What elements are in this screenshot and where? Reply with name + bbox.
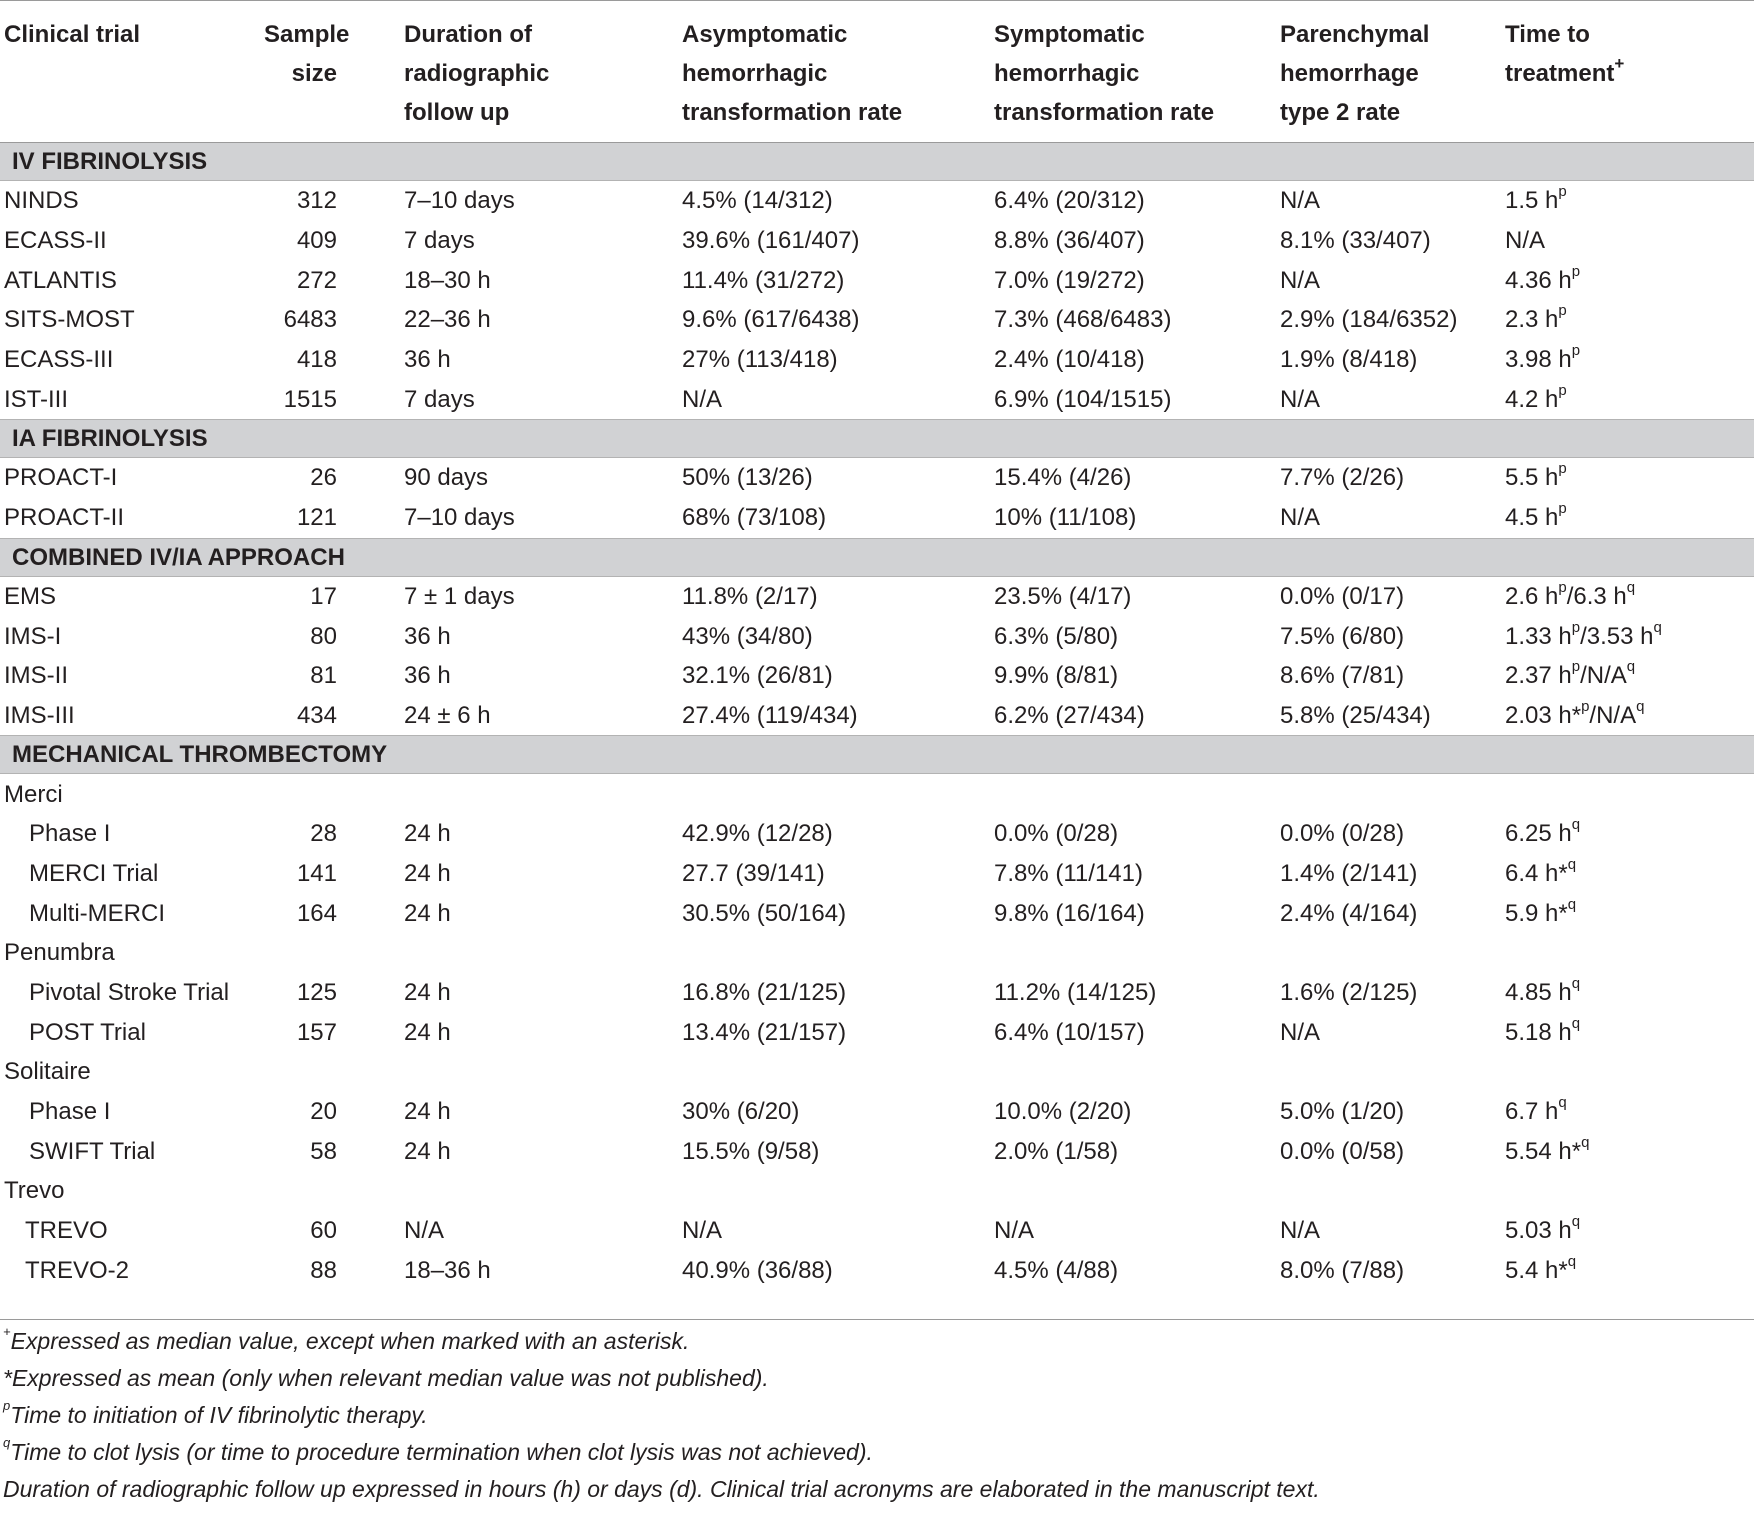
table-header xyxy=(0,1,1754,143)
time-value: 2.37 h xyxy=(1505,662,1572,690)
section-title: IV FIBRINOLYSIS xyxy=(0,143,1754,181)
trial-name: IST-III xyxy=(4,385,69,413)
section-header-row xyxy=(0,538,1754,576)
device-group-row xyxy=(0,933,1754,973)
time-value: 2.03 h* xyxy=(1505,701,1582,729)
trial-name: PROACT-I xyxy=(4,464,118,492)
symptomatic-rate: 2.0% (1/58) xyxy=(994,1137,1119,1165)
sample-size: 409 xyxy=(296,227,337,255)
ph2-rate: 2.9% (184/6352) xyxy=(1280,306,1458,334)
symptomatic-rate: 0.0% (0/28) xyxy=(994,820,1119,848)
time-footnote-mark: p xyxy=(1558,500,1567,518)
follow-up-duration: 7 days xyxy=(404,385,475,413)
asymptomatic-rate: 40.9% (36/88) xyxy=(598,1251,914,1320)
footnote xyxy=(3,1397,1743,1434)
time-footnote-mark: q xyxy=(1567,895,1577,913)
time-footnote-mark: q xyxy=(1626,658,1636,676)
symptomatic-rate: 2.4% (10/418) xyxy=(994,346,1145,374)
section-title: IA FIBRINOLYSIS xyxy=(0,420,1754,458)
follow-up-duration: 24 ± 6 h xyxy=(404,701,491,729)
follow-up-duration: 24 h xyxy=(404,979,451,1007)
time-footnote-mark: p xyxy=(1558,183,1567,201)
time-value: 4.36 h xyxy=(1505,266,1572,294)
asymptomatic-rate: 9.6% (617/6438) xyxy=(682,306,860,334)
follow-up-duration: 7–10 days xyxy=(404,187,515,215)
sample-size: 28 xyxy=(310,820,337,848)
time-to-treatment xyxy=(1497,458,1754,498)
sample-size: 157 xyxy=(296,1018,337,1046)
footnote-mark: + xyxy=(3,1324,11,1340)
ph2-rate: 5.0% (1/20) xyxy=(1280,1098,1405,1126)
trial-name: POST Trial xyxy=(29,1018,146,1046)
time-footnote-mark: p xyxy=(1581,697,1590,715)
follow-up-duration: 36 h xyxy=(404,662,451,690)
asymptomatic-rate: 30.5% (50/164) xyxy=(682,899,847,927)
trial-name: ECASS-II xyxy=(4,227,107,255)
sample-size: 141 xyxy=(296,859,337,887)
ph2-rate: N/A xyxy=(1280,385,1321,413)
section-header-row xyxy=(0,736,1754,774)
header-footnote-mark: + xyxy=(1614,54,1625,73)
column-header-line: radiographic xyxy=(404,60,550,87)
time-to-treatment xyxy=(1497,1131,1754,1171)
ph2-rate: N/A xyxy=(1280,187,1321,215)
table-row xyxy=(0,498,1754,538)
time-footnote-mark: q xyxy=(1567,1252,1577,1270)
section-header-row xyxy=(0,143,1754,181)
asymptomatic-rate: 27.7 (39/141) xyxy=(682,859,825,887)
footnote xyxy=(3,1323,1743,1360)
asymptomatic-rate: 11.8% (2/17) xyxy=(682,582,818,610)
sample-size: 272 xyxy=(296,266,337,294)
ph2-rate: 1.9% (8/418) xyxy=(1280,346,1418,374)
time-to-treatment xyxy=(1497,1211,1754,1251)
footnote xyxy=(3,1471,1743,1508)
symptomatic-rate: 6.4% (20/312) xyxy=(994,187,1145,215)
table-row xyxy=(0,696,1754,736)
ph2-rate: N/A xyxy=(1280,1018,1321,1046)
ph2-rate: 0.0% (0/17) xyxy=(1280,582,1405,610)
time-to-treatment xyxy=(1497,616,1754,656)
trial-name: TREVO-2 xyxy=(0,1251,264,1320)
table-row xyxy=(0,1211,1754,1251)
time-value: /6.3 h xyxy=(1566,582,1627,610)
footnote-text: Duration of radiographic follow up expressed in hours (h) or days (d). Clinical trial acronyms are elaborated in the manuscript text. xyxy=(3,1476,1320,1502)
column-header-line: Asymptomatic xyxy=(682,21,848,48)
ph2-rate: 0.0% (0/58) xyxy=(1280,1137,1405,1165)
ph2-rate: 1.4% (2/141) xyxy=(1280,859,1418,887)
follow-up-duration: 18–30 h xyxy=(404,266,491,294)
time-to-treatment xyxy=(1497,893,1754,933)
time-to-treatment xyxy=(1497,340,1754,380)
footnote-text: Time to clot lysis (or time to procedure termination when clot lysis was not achieved). xyxy=(10,1439,873,1465)
sample-size: 58 xyxy=(310,1137,337,1165)
footnote-mark: q xyxy=(3,1435,11,1451)
table-row xyxy=(0,1251,1754,1320)
footnote-text: Expressed as median value, except when marked with an asterisk. xyxy=(10,1328,690,1354)
sample-size: 418 xyxy=(296,346,337,374)
follow-up-duration: 18–36 h xyxy=(337,1251,598,1320)
table-row xyxy=(0,973,1754,1013)
ph2-rate: 7.7% (2/26) xyxy=(1280,464,1405,492)
trial-name: SITS-MOST xyxy=(4,306,135,334)
trial-name: ATLANTIS xyxy=(4,266,117,294)
ph2-rate: 1.6% (2/125) xyxy=(1280,979,1418,1007)
table-row xyxy=(0,1012,1754,1052)
trial-name: IMS-I xyxy=(4,622,62,650)
follow-up-duration: 7–10 days xyxy=(404,504,515,532)
column-header-line: Time to xyxy=(1505,21,1590,48)
sample-size: 88 xyxy=(264,1251,337,1320)
time-footnote-mark: q xyxy=(1571,1014,1581,1032)
symptomatic-rate: 8.8% (36/407) xyxy=(994,227,1145,255)
ph2-rate: 8.1% (33/407) xyxy=(1280,227,1431,255)
table-row xyxy=(0,616,1754,656)
column-header-line: size xyxy=(291,60,337,87)
follow-up-duration: 24 h xyxy=(404,899,451,927)
time-footnote-mark: p xyxy=(1571,262,1581,280)
asymptomatic-rate: 27.4% (119/434) xyxy=(682,701,858,729)
ph2-rate: 0.0% (0/28) xyxy=(1280,820,1405,848)
time-value: 5.5 h xyxy=(1505,464,1559,492)
time-footnote-mark: p xyxy=(1558,578,1567,596)
column-header-line: hemorrhagic xyxy=(682,60,828,87)
time-footnote-mark: p xyxy=(1558,381,1567,399)
column-header-line: follow up xyxy=(404,99,510,126)
time-value: 4.5 h xyxy=(1505,504,1559,532)
table-row xyxy=(0,379,1754,419)
column-header xyxy=(337,1,598,143)
trial-name: Multi-MERCI xyxy=(29,899,165,927)
sample-size: 164 xyxy=(296,899,337,927)
time-to-treatment xyxy=(1497,379,1754,419)
follow-up-duration: 24 h xyxy=(404,859,451,887)
trial-name: EMS xyxy=(4,582,57,610)
symptomatic-rate: 23.5% (4/17) xyxy=(994,582,1132,610)
column-header xyxy=(598,1,914,143)
asymptomatic-rate: 43% (34/80) xyxy=(682,622,813,650)
trial-name: IMS-III xyxy=(4,701,75,729)
trial-name: Phase I xyxy=(29,1098,111,1126)
follow-up-duration: 22–36 h xyxy=(404,306,491,334)
sample-size: 6483 xyxy=(283,306,337,334)
time-to-treatment xyxy=(1497,973,1754,1013)
time-value: /3.53 h xyxy=(1580,622,1654,650)
time-footnote-mark: q xyxy=(1571,816,1581,834)
time-footnote-mark: p xyxy=(1558,302,1567,320)
device-group-name: Solitaire xyxy=(4,1058,91,1086)
trial-name: TREVO xyxy=(25,1217,108,1245)
time-value: 6.25 h xyxy=(1505,820,1572,848)
symptomatic-rate: 11.2% (14/125) xyxy=(994,979,1157,1007)
column-header xyxy=(0,1,264,143)
follow-up-duration: 24 h xyxy=(404,1098,451,1126)
follow-up-duration: 36 h xyxy=(404,622,451,650)
trial-name: MERCI Trial xyxy=(29,859,159,887)
asymptomatic-rate: 4.5% (14/312) xyxy=(682,187,833,215)
time-footnote-mark: q xyxy=(1558,1094,1567,1112)
table-row xyxy=(0,656,1754,696)
table-body xyxy=(0,143,1754,1320)
time-footnote-mark: q xyxy=(1581,1133,1590,1151)
table-row xyxy=(0,854,1754,894)
asymptomatic-rate: 68% (73/108) xyxy=(682,504,827,532)
ph2-rate: 8.0% (7/88) xyxy=(1223,1251,1497,1320)
asymptomatic-rate: N/A xyxy=(682,1217,723,1245)
ph2-rate: N/A xyxy=(1280,1217,1321,1245)
sample-size: 81 xyxy=(310,662,337,690)
time-to-treatment xyxy=(1497,576,1754,616)
column-header-line: Duration of xyxy=(404,21,532,48)
table-row xyxy=(0,1131,1754,1171)
symptomatic-rate: N/A xyxy=(994,1217,1035,1245)
footnote xyxy=(3,1360,1743,1397)
symptomatic-rate: 9.8% (16/164) xyxy=(994,899,1145,927)
time-value: /N/A xyxy=(1589,701,1637,729)
column-header-line: Symptomatic xyxy=(994,21,1145,48)
follow-up-duration: 7 days xyxy=(404,227,475,255)
time-value: 2.6 h xyxy=(1505,582,1559,610)
time-footnote-mark: q xyxy=(1567,855,1577,873)
time-value: 4.2 h xyxy=(1505,385,1559,413)
symptomatic-rate: 7.3% (468/6483) xyxy=(994,306,1172,334)
time-to-treatment xyxy=(1497,1012,1754,1052)
time-value: N/A xyxy=(1505,227,1546,255)
asymptomatic-rate: 11.4% (31/272) xyxy=(682,266,845,294)
follow-up-duration: N/A xyxy=(404,1217,445,1245)
device-group-row xyxy=(0,1052,1754,1092)
table-row xyxy=(0,340,1754,380)
device-group-row xyxy=(0,1171,1754,1211)
table-row xyxy=(0,893,1754,933)
table-row xyxy=(0,1092,1754,1132)
time-footnote-mark: p xyxy=(1571,618,1581,636)
time-value: 4.85 h xyxy=(1505,979,1572,1007)
ph2-rate: 7.5% (6/80) xyxy=(1280,622,1405,650)
time-to-treatment xyxy=(1497,1251,1754,1320)
asymptomatic-rate: 42.9% (12/28) xyxy=(682,820,833,848)
symptomatic-rate: 7.8% (11/141) xyxy=(994,859,1143,887)
time-value: 5.9 h* xyxy=(1505,899,1568,927)
asymptomatic-rate: 13.4% (21/157) xyxy=(682,1018,847,1046)
asymptomatic-rate: 16.8% (21/125) xyxy=(682,979,847,1007)
table-row xyxy=(0,260,1754,300)
sample-size: 312 xyxy=(296,187,337,215)
column-header-line: hemorrhage xyxy=(1280,60,1419,87)
column-header-line: hemorrhagic xyxy=(994,60,1140,87)
time-footnote-mark: q xyxy=(1626,578,1636,596)
time-to-treatment xyxy=(1497,814,1754,854)
section-title: COMBINED IV/IA APPROACH xyxy=(0,538,1754,576)
device-group-row xyxy=(0,774,1754,814)
time-value: 5.18 h xyxy=(1505,1018,1572,1046)
trial-name: SWIFT Trial xyxy=(29,1137,156,1165)
header-row xyxy=(0,1,1754,143)
sample-size: 125 xyxy=(296,979,337,1007)
ph2-rate: N/A xyxy=(1280,266,1321,294)
symptomatic-rate: 6.3% (5/80) xyxy=(994,622,1119,650)
time-value: 2.3 h xyxy=(1505,306,1559,334)
section-title: MECHANICAL THROMBECTOMY xyxy=(0,736,1754,774)
time-footnote-mark: p xyxy=(1571,658,1581,676)
time-to-treatment xyxy=(1497,181,1754,221)
table-row xyxy=(0,181,1754,221)
column-header-line: transformation rate xyxy=(994,99,1215,126)
sample-size: 26 xyxy=(310,464,337,492)
ph2-rate: 8.6% (7/81) xyxy=(1280,662,1405,690)
column-header xyxy=(264,1,350,143)
symptomatic-rate: 15.4% (4/26) xyxy=(994,464,1132,492)
trial-name: IMS-II xyxy=(4,662,68,690)
device-group-name: Penumbra xyxy=(4,939,115,967)
follow-up-duration: 36 h xyxy=(404,346,451,374)
sample-size: 434 xyxy=(296,701,337,729)
asymptomatic-rate: N/A xyxy=(682,385,723,413)
time-value: 1.33 h xyxy=(1505,622,1572,650)
ph2-rate: 5.8% (25/434) xyxy=(1280,701,1431,729)
sample-size: 20 xyxy=(310,1098,337,1126)
time-footnote-mark: p xyxy=(1558,460,1567,478)
follow-up-duration: 90 days xyxy=(404,464,489,492)
asymptomatic-rate: 27% (113/418) xyxy=(682,346,838,374)
follow-up-duration: 7 ± 1 days xyxy=(404,582,515,610)
time-to-treatment xyxy=(1497,221,1754,261)
time-footnote-mark: q xyxy=(1571,975,1581,993)
column-header-line: treatment xyxy=(1505,60,1615,87)
follow-up-duration: 24 h xyxy=(404,820,451,848)
table-row xyxy=(0,576,1754,616)
column-header-line: Clinical trial xyxy=(4,21,141,48)
time-footnote-mark: q xyxy=(1636,697,1645,715)
follow-up-duration: 24 h xyxy=(404,1018,451,1046)
trial-name: ECASS-III xyxy=(4,346,114,374)
symptomatic-rate: 4.5% (4/88) xyxy=(914,1251,1223,1320)
table-row xyxy=(0,300,1754,340)
time-to-treatment xyxy=(1497,696,1754,736)
asymptomatic-rate: 50% (13/26) xyxy=(682,464,813,492)
footnote-text: Time to initiation of IV fibrinolytic therapy. xyxy=(10,1402,428,1428)
time-value: 5.4 h* xyxy=(1505,1256,1568,1284)
device-group-name: Trevo xyxy=(4,1177,65,1205)
asymptomatic-rate: 15.5% (9/58) xyxy=(682,1137,820,1165)
symptomatic-rate: 10% (11/108) xyxy=(994,504,1137,532)
symptomatic-rate: 7.0% (19/272) xyxy=(994,266,1145,294)
column-header xyxy=(1223,1,1497,143)
ph2-rate: 2.4% (4/164) xyxy=(1280,899,1418,927)
table-row xyxy=(0,814,1754,854)
time-to-treatment xyxy=(1497,260,1754,300)
column-header-line: Parenchymal xyxy=(1280,21,1430,48)
time-value: /N/A xyxy=(1580,662,1627,690)
time-to-treatment xyxy=(1497,656,1754,696)
footnote-text: *Expressed as mean (only when relevant median value was not published). xyxy=(3,1365,769,1391)
symptomatic-rate: 6.2% (27/434) xyxy=(994,701,1145,729)
sample-size: 17 xyxy=(310,582,337,610)
column-header xyxy=(1497,1,1754,143)
asymptomatic-rate: 30% (6/20) xyxy=(682,1098,800,1126)
trial-name: PROACT-II xyxy=(4,504,125,532)
symptomatic-rate: 6.9% (104/1515) xyxy=(994,385,1172,413)
symptomatic-rate: 6.4% (10/157) xyxy=(994,1018,1145,1046)
sample-size: 60 xyxy=(310,1217,337,1245)
time-value: 5.54 h* xyxy=(1505,1137,1582,1165)
footnote xyxy=(3,1434,1743,1471)
time-value: 3.98 h xyxy=(1505,346,1572,374)
time-to-treatment xyxy=(1497,300,1754,340)
trial-name: NINDS xyxy=(4,187,79,215)
time-to-treatment xyxy=(1497,854,1754,894)
time-value: 6.4 h* xyxy=(1505,859,1568,887)
ph2-rate: N/A xyxy=(1280,504,1321,532)
device-group-name: Merci xyxy=(4,780,63,808)
time-value: 1.5 h xyxy=(1505,187,1559,215)
sample-size: 121 xyxy=(296,504,337,532)
time-footnote-mark: q xyxy=(1653,618,1662,636)
column-header-line: Sample xyxy=(264,21,350,48)
asymptomatic-rate: 32.1% (26/81) xyxy=(682,662,833,690)
table-row xyxy=(0,221,1754,261)
time-value: 6.7 h xyxy=(1505,1098,1559,1126)
time-footnote-mark: q xyxy=(1571,1213,1581,1231)
time-to-treatment xyxy=(1497,498,1754,538)
column-header-line: transformation rate xyxy=(682,99,903,126)
symptomatic-rate: 9.9% (8/81) xyxy=(994,662,1119,690)
sample-size: 1515 xyxy=(283,385,337,413)
table-row xyxy=(0,458,1754,498)
symptomatic-rate: 10.0% (2/20) xyxy=(994,1098,1132,1126)
time-to-treatment xyxy=(1497,1092,1754,1132)
footnotes xyxy=(3,1323,1743,1508)
asymptomatic-rate: 39.6% (161/407) xyxy=(682,227,860,255)
column-header xyxy=(914,1,1223,143)
time-footnote-mark: p xyxy=(1571,342,1581,360)
trial-name: Phase I xyxy=(29,820,111,848)
follow-up-duration: 24 h xyxy=(404,1137,451,1165)
trial-name: Pivotal Stroke Trial xyxy=(29,979,230,1007)
footnote-mark: p xyxy=(3,1398,11,1414)
column-header-line: type 2 rate xyxy=(1280,99,1401,126)
time-value: 5.03 h xyxy=(1505,1217,1572,1245)
section-header-row xyxy=(0,420,1754,458)
sample-size: 80 xyxy=(310,622,337,650)
